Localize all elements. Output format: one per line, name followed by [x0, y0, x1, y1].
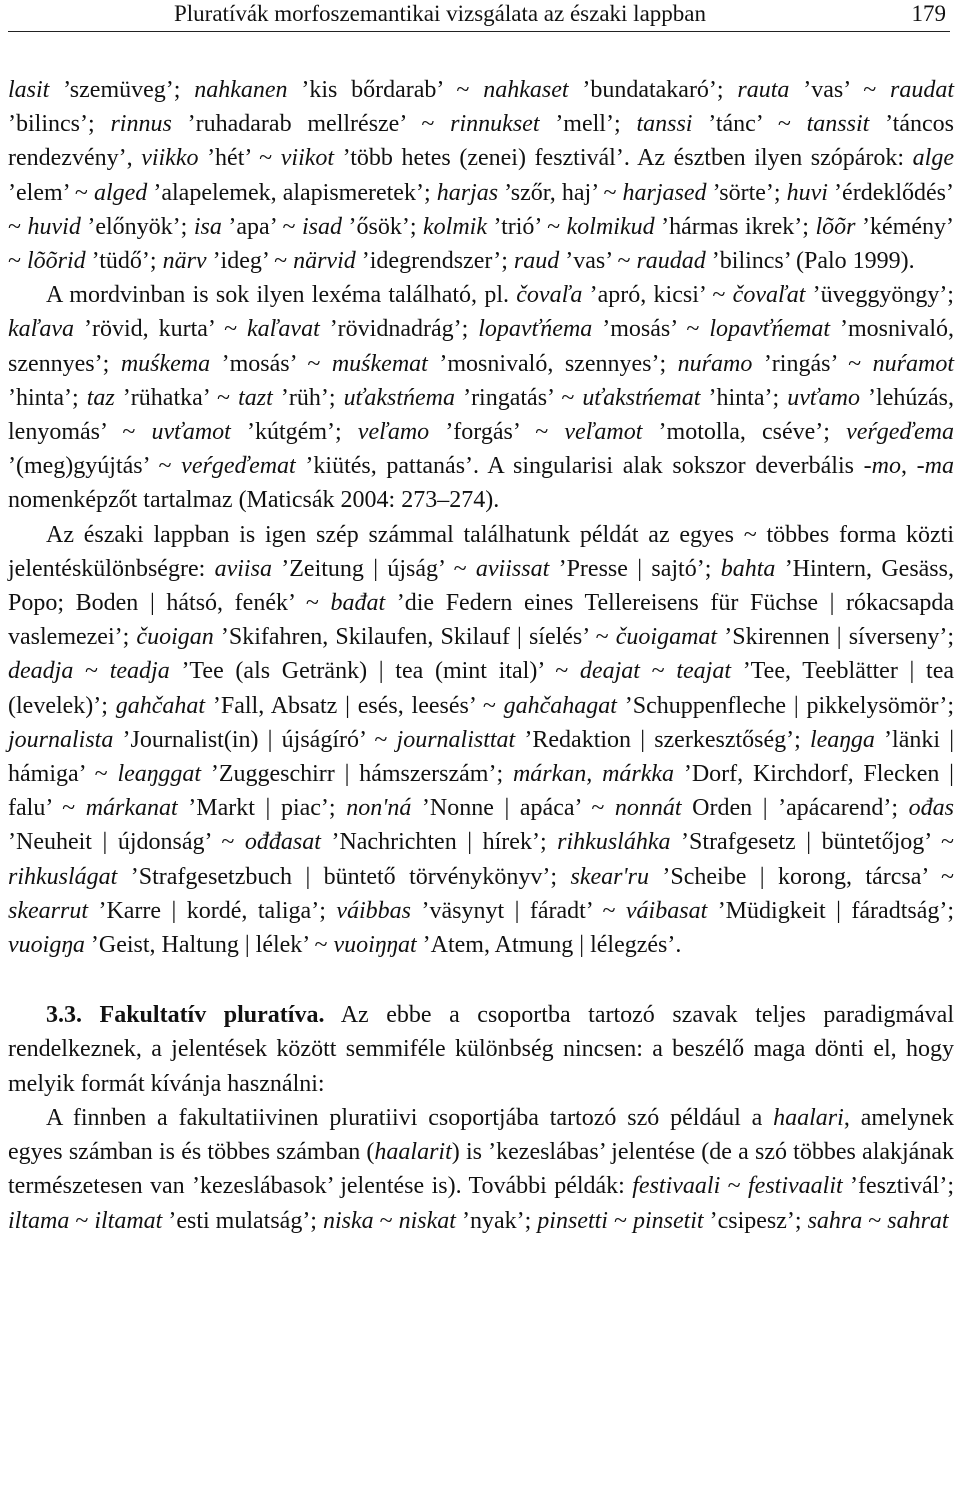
text-run: ’apró, kicsi’ ~: [582, 282, 733, 309]
italic-term: harjas: [436, 179, 499, 206]
text-run: ’kis bőrdarab’ ~: [287, 77, 484, 103]
text-run: ’forgás’ ~: [429, 419, 565, 446]
text-run: ’elem’ ~: [8, 179, 94, 206]
text-run: ~: [373, 1207, 399, 1234]
italic-term: gahčahagat: [503, 692, 617, 719]
text-run: ’táncos rendezvény’,: [8, 111, 954, 172]
text-run: ~: [73, 658, 110, 685]
text-run: ’sörte’;: [706, 179, 787, 206]
text-run: ’esti mulatság’;: [162, 1207, 323, 1234]
text-run: nomenképzőt tartalmaz (Maticsák 2004: 273–274).: [8, 487, 500, 514]
italic-term: bađat: [330, 590, 386, 617]
text-run: ’Karre | kordé, taliga’;: [88, 897, 337, 924]
italic-term: haalari: [773, 1104, 844, 1131]
italic-term: niska: [322, 1207, 374, 1234]
text-run: ’ősök’;: [341, 213, 424, 240]
italic-term: nuŕamo: [677, 350, 753, 377]
italic-term: nahkanen: [194, 77, 288, 103]
text-run: ’Journalist(in) | újságíró’ ~: [113, 726, 397, 753]
running-title: Pluratívák morfoszemantikai vizsgálata az északi lappban: [174, 1, 706, 26]
italic-term: lõõrid: [26, 248, 86, 275]
italic-term: lasit: [8, 77, 50, 103]
text-run: ’Fall, Absatz | esés, leesés’ ~: [205, 692, 504, 719]
text-run: ’mosás’ ~: [592, 316, 710, 343]
text-run: , amelynek egyes számban is és többes számban (: [8, 1104, 954, 1166]
text-run: Az északi lappban is igen szép számmal találhatunk példát az egyes ~ többes forma közti jelentéskülönbségre:: [8, 521, 954, 582]
text-run: ’rövidnadrág’;: [319, 316, 479, 343]
italic-term: festivaali: [632, 1173, 721, 1200]
paragraph: [8, 998, 954, 1101]
text-run: ’Geist, Haltung | lélek’ ~: [84, 932, 334, 959]
text-run: ’Schuppenfleche | pikkelysömör’;: [616, 692, 955, 719]
italic-term: deajat: [579, 658, 640, 685]
text-run: ’tánc’ ~: [692, 111, 807, 138]
italic-term: skear'ru: [570, 863, 649, 890]
italic-term: niskat: [398, 1207, 456, 1234]
text-run: ’kémény’ ~: [8, 213, 954, 275]
section-gap: [8, 962, 954, 998]
italic-term: veŕgeďema: [846, 419, 954, 446]
italic-term: aviisa: [214, 555, 272, 582]
italic-term: nonnát: [614, 795, 682, 822]
text-run: ~: [639, 658, 677, 685]
text-run: ’ringatás’ ~: [455, 384, 583, 411]
italic-term: nahkaset: [483, 77, 569, 103]
text-run: ’Zuggeschirr | hámszerszám’;: [201, 761, 513, 788]
paragraph: [8, 73, 954, 278]
italic-term: lopavťńema: [478, 316, 593, 343]
italic-term: haalarit: [374, 1139, 452, 1166]
italic-term: muśkema: [120, 350, 211, 377]
text-run: ’Redaktion | szerkesztőség’;: [515, 726, 810, 753]
italic-term: mo: [871, 453, 901, 480]
text-run: ’Nachrichten | hírek’;: [320, 829, 558, 856]
text-run: ’Müdigkeit | fáradtság’;: [707, 897, 955, 924]
text-run: ’Dorf, Kirchdorf, Flecken | falu’ ~: [8, 761, 954, 822]
text-run: ’szemüveg’;: [49, 77, 195, 103]
text-run: ’hármas ikrek’;: [654, 213, 816, 240]
italic-term: tanssi: [636, 111, 693, 138]
text-run: ’érdeklődés’ ~: [8, 179, 954, 240]
text-run: ’Presse | sajtó’;: [549, 555, 721, 582]
paragraph: [8, 278, 954, 517]
italic-term: viikko: [141, 145, 199, 172]
text-run: ’Atem, Atmung | lélegzés’.: [416, 932, 682, 959]
italic-term: teadja: [109, 658, 170, 685]
italic-term: veľamot: [564, 419, 643, 446]
text-run: ’bilincs’;: [8, 111, 111, 138]
text-run: ’rüh’;: [272, 384, 344, 411]
text-run: ~: [607, 1207, 633, 1234]
text-run: ’ruhadarab mellrésze’ ~: [171, 111, 451, 138]
text-run: ’mosás’ ~: [210, 350, 332, 377]
italic-term: leaŋggat: [117, 761, 202, 788]
text-run: ’Tee, Teeblätter | tea (levelek)’;: [8, 658, 955, 719]
text-run: Orden | ’apácarend’;: [681, 795, 909, 822]
text-run: ’tüdő’;: [85, 248, 163, 275]
italic-term: iltama: [8, 1207, 70, 1234]
text-run: ’kútgém’;: [230, 419, 358, 446]
text-run: ’Neuheit | újdonság’ ~: [8, 829, 245, 856]
text-run: ) is ’kezeslábas’ jelentése (de a szó többes alakjának természetesen van ’kezeslábasok’ jelentése is). További példák:: [8, 1139, 954, 1200]
italic-term: teajat: [676, 658, 731, 685]
italic-term: sahra: [807, 1207, 863, 1234]
text-run: ~: [862, 1207, 888, 1234]
running-header: [8, 0, 950, 32]
italic-term: rauta: [737, 77, 790, 103]
text-run: ’ringás’ ~: [752, 350, 873, 377]
italic-term: ođđasat: [244, 829, 321, 856]
italic-term: närv: [162, 248, 207, 275]
italic-term: rinnus: [110, 111, 172, 138]
italic-term: veľamo: [357, 419, 430, 446]
text-run: ’die Federn eines Tellereisens für Füchse | rókacsapda vaslemezei’;: [8, 590, 954, 651]
italic-term: tazt: [238, 384, 273, 411]
italic-term: váibasat: [625, 897, 708, 924]
text-run: ’szőr, haj’ ~: [498, 179, 623, 206]
italic-term: čuoigamat: [615, 624, 718, 651]
text-run: ’Skifahren, Skilaufen, Skilauf | síelés’ ~: [213, 624, 616, 651]
italic-term: nuŕamot: [872, 350, 955, 377]
italic-term: raudat: [890, 77, 955, 103]
italic-term: leaŋga: [809, 726, 875, 753]
text-run: ’előnyök’;: [80, 213, 194, 240]
text-run: ’Strafgesetz | büntetőjog’ ~: [670, 829, 955, 856]
italic-term: närvid: [293, 248, 356, 275]
text-run: ’mosnivaló, szennyes’;: [8, 316, 954, 377]
italic-term: iltamat: [94, 1207, 163, 1234]
text-run: ’Hintern, Gesäss, Popo; Boden | hátsó, fenék’ ~: [8, 555, 954, 617]
italic-term: deadja: [8, 658, 74, 685]
italic-term: rihkusláhka: [557, 829, 671, 856]
text-run: ’länki | hámiga’ ~: [8, 726, 954, 788]
text-run: ~: [720, 1173, 748, 1200]
text-run: ’bilincs’ (Palo 1999).: [705, 248, 915, 275]
text-run: ’bundatakaró’;: [568, 77, 738, 103]
text-run: ’alapelemek, alapismeretek’;: [147, 179, 437, 206]
text-run: , -: [900, 453, 925, 480]
italic-term: isa: [193, 213, 222, 240]
text-run: ’hinta’;: [700, 384, 788, 411]
italic-term: kaľava: [8, 316, 75, 343]
body-text: [8, 73, 954, 1238]
italic-term: aviissat: [475, 555, 550, 582]
text-run: ’lehúzás, lenyomás’ ~: [8, 384, 954, 446]
text-run: ’Strafgesetzbuch | büntető törvénykönyv’;: [117, 863, 571, 890]
italic-term: isad: [301, 213, 342, 240]
italic-term: pinsetti: [537, 1207, 608, 1234]
text-run: ’vas’ ~: [559, 248, 637, 275]
italic-term: uvťamo: [787, 384, 860, 411]
italic-term: raud: [513, 248, 560, 275]
text-run: ’hinta’;: [8, 384, 87, 411]
italic-term: márkan, márkka: [512, 761, 675, 788]
text-run: ’Zeitung | újság’ ~: [271, 555, 476, 582]
text-run: ’rövid, kurta’ ~: [74, 316, 248, 343]
italic-term: huvid: [27, 213, 81, 240]
page-number: 179: [911, 1, 946, 26]
text-run: ’apa’ ~: [221, 213, 302, 240]
italic-term: ma: [924, 453, 954, 480]
italic-term: čovaľa: [516, 282, 583, 309]
text-run: ’motolla, cséve’;: [642, 419, 847, 446]
italic-term: festivaalit: [748, 1173, 843, 1200]
text-run: Az ebbe a csoportba tartozó szavak teljes paradigmával rendelkeznek, a jelentések között semmiféle különbség nincsen: a beszélő maga dönti el, hogy melyik formát kívánja használni:: [8, 1002, 954, 1097]
italic-term: pinsetit: [632, 1207, 704, 1234]
italic-term: rinnukset: [450, 111, 540, 138]
italic-term: márkanat: [85, 795, 178, 822]
text-run: ’fesztivál’;: [842, 1173, 954, 1200]
text-run: ’Nonne | apáca’ ~: [411, 795, 615, 822]
text-run: ’idegrendszer’;: [355, 248, 514, 275]
italic-term: non'ná: [346, 795, 412, 822]
italic-term: kolmikud: [566, 213, 655, 240]
italic-term: kaľavat: [247, 316, 320, 343]
text-run: ~: [69, 1207, 95, 1234]
italic-term: skearrut: [8, 897, 88, 924]
text-run: ’kiütés, pattanás’. A singularisi alak sokszor deverbális -: [295, 453, 872, 480]
text-run: ’több hetes (zenei) fesztivál’. Az észtben ilyen szópárok:: [334, 145, 913, 172]
text-run: ’nyak’;: [455, 1207, 538, 1234]
text-run: ’vas’ ~: [789, 77, 890, 103]
italic-term: muśkemat: [331, 350, 428, 377]
italic-term: harjased: [622, 179, 707, 206]
text-run: ’üveggyöngy’;: [805, 282, 954, 309]
text-run: ’väsynyt | fáradt’ ~: [411, 897, 626, 924]
italic-term: kolmik: [423, 213, 487, 240]
section-heading: 3.3. Fakultatív pluratíva.: [46, 1002, 325, 1029]
text-run: A mordvinban is sok ilyen lexéma található, pl.: [46, 282, 517, 309]
paragraph: [8, 518, 954, 963]
text-run: ’Skirennen | síverseny’;: [717, 624, 954, 651]
italic-term: čovaľat: [732, 282, 806, 309]
italic-term: journalista: [8, 726, 114, 753]
text-run: ’mosnivaló, szennyes’;: [427, 350, 678, 377]
italic-term: uťakstńema: [343, 384, 455, 411]
italic-term: journalisttat: [396, 726, 516, 753]
paragraph: [8, 1101, 954, 1238]
italic-term: sahrat: [887, 1207, 949, 1234]
italic-term: lõõr: [815, 213, 856, 240]
text-run: ’trió’ ~: [487, 213, 567, 240]
italic-term: alge: [912, 145, 954, 172]
text-run: ’rühatka’ ~: [114, 384, 239, 411]
text-run: A finnben a fakultatiivinen pluratiivi csoportjába tartozó szó például a: [46, 1104, 774, 1131]
text-run: ’csipesz’;: [703, 1207, 808, 1234]
italic-term: uťakstńemat: [582, 384, 701, 411]
text-run: ’ideg’ ~: [206, 248, 294, 275]
italic-term: taz: [86, 384, 115, 411]
italic-term: lopavťńemat: [709, 316, 831, 343]
italic-term: váibbas: [336, 897, 411, 924]
italic-term: uvťamot: [151, 419, 231, 446]
text-run: ’(meg)gyújtás’ ~: [8, 453, 182, 480]
text-run: ’hét’ ~: [198, 145, 281, 172]
italic-term: huvi: [786, 179, 828, 206]
italic-term: bahta: [720, 555, 776, 582]
italic-term: ođas: [908, 795, 954, 822]
italic-term: čuoigan: [136, 624, 214, 651]
italic-term: veŕgeďemat: [181, 453, 296, 480]
text-run: ’Scheibe | korong, tárcsa’ ~: [648, 863, 955, 890]
italic-term: alged: [93, 179, 148, 206]
italic-term: gahčahat: [115, 692, 206, 719]
text-run: ’Markt | piac’;: [177, 795, 347, 822]
italic-term: vuoigŋa: [8, 932, 85, 959]
text-run: ’Tee (als Getränk) | tea (mint ital)’ ~: [169, 658, 580, 685]
italic-term: tanssit: [806, 111, 870, 138]
italic-term: vuoiŋŋat: [333, 932, 417, 959]
text-run: ’mell’;: [539, 111, 637, 138]
italic-term: raudad: [636, 248, 706, 275]
italic-term: viikot: [280, 145, 335, 172]
italic-term: rihkuslágat: [8, 863, 118, 890]
